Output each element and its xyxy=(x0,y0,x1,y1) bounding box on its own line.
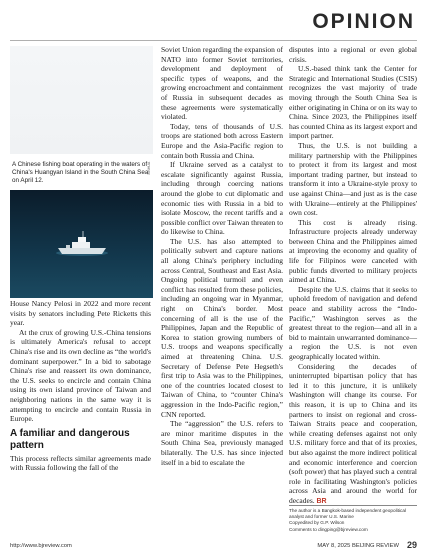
paragraph: Today, tens of thousands of U.S. troops are stationed both across Eastern Europe and the Asia-Pacific region to contain both Russia and China. xyxy=(161,121,283,160)
section-title: OPINION xyxy=(312,10,415,33)
author-bio xyxy=(289,505,417,533)
text-column-2 xyxy=(161,45,283,467)
paragraph: This process reflects similar agreements made with Russia following the fall of the xyxy=(10,453,151,473)
text-column-3 xyxy=(289,45,417,507)
paragraph-text: Considering the decades of uninterrupted bipartisan policy that has led it to this juncture, it is unlikely Washington will change its course. For this reason, it is up to China and its partners to insist on regional and cross-Taiwan Straits peace and cooperation, while creating defenses against not only U.S. military force and that of its proxies, but also against the more indirect political and economic interference and coercion (soft power) that has played such a central role in facilitating Washington's policies across Asia and around the world for decades. xyxy=(289,361,417,505)
header-rule xyxy=(10,40,417,41)
fishing-boat-photo xyxy=(10,190,153,298)
bio-line: The author is a Bangkok-based independent geopolitical analyst and former U.S. Marine xyxy=(289,508,407,520)
paragraph: The “aggression” the U.S. refers to are minor maritime disputes in the South China Sea, previously managed bilaterally. The U.S. has since injected itself in a bid to escalate the xyxy=(161,419,283,467)
sea-image xyxy=(10,190,153,298)
paragraph: Soviet Union regarding the expansion of NATO into former Soviet territories, development and deployment of specific types of weapons, and the growing encroachment and containment of Russia in subsequent decades as these agreements were systematically violated. xyxy=(161,45,283,122)
photo-caption: A Chinese fishing boat operating in the waters of China's Huangyan Island in the South China Sea on April 12. xyxy=(12,161,149,185)
paragraph: This cost is already rising. Infrastructure projects already underway between China and the Philippines aimed at improving the economy and quality of life for Filipinos were canceled with public funds diverted to military projects aimed at China. xyxy=(289,217,417,285)
page-footer xyxy=(10,540,417,552)
end-mark: BR xyxy=(316,497,327,505)
photo-credit: XINHUA xyxy=(147,161,151,175)
bio-line: Copyedited by G.P. Wilson xyxy=(289,520,345,526)
footer-url[interactable]: http://www.bjreview.com xyxy=(10,543,72,549)
paragraph xyxy=(289,362,417,507)
photo-sky xyxy=(10,46,153,154)
page-header xyxy=(0,0,427,44)
paragraph: U.S.-based think tank the Center for Strategic and International Studies (CSIS) recognizes the vast majority of trade moving through the South China Sea is either originating in China or on its way to China. Since 2023, the Philippines itself has counted China as its largest export and import partner. xyxy=(289,64,417,141)
paragraph: If Ukraine served as a catalyst to escalate significantly against Russia, including through coercing nations around the globe to cut diplomatic and economic ties with Russia in a bid to isolate Moscow, the recent tariffs and a possible conflict over Taiwan threaten to do likewise to China. xyxy=(161,160,284,237)
paragraph: disputes into a regional or even global crisis. xyxy=(289,45,417,64)
page-number: 29 xyxy=(406,540,417,550)
paragraph: Despite the U.S. claims that it seeks to uphold freedom of navigation and defend peace and stability across the “Indo-Pacific,” Washington serves as the greatest threat to the region—and all in a bid to maintain unwarranted dominance—a region the U.S. is not even geographically located within. xyxy=(289,284,417,361)
paragraph: House Nancy Pelosi in 2022 and more recent visits by senators including Pete Ricketts this year. xyxy=(10,299,151,328)
subheading: A familiar and dangerous pattern xyxy=(10,427,130,451)
paragraph: Thus, the U.S. is not building a military partnership with the Philippines to protect it from its largest and most important trading partner, but instead to transform it into a Ukraine-style proxy to use against China—and just as is the case with Ukraine—entirely at the Philippines' own cost. xyxy=(289,140,417,218)
paragraph: The U.S. has also attempted to politically subvert and capture nations all along China's periphery including across Central, Southeast and East Asia. Ongoing political turmoil and even conflict has resulted from these policies, including an ongoing war in Myanmar, right on China's border. Most concerning of all is the use of the Philippines, Japan and the Republic of Korea to station growing numbers of U.S. troops and weapons specifically aimed at threatening China. U.S. Secretary of Defense Pete Hegseth's first trip to Asia was to the Philippines, one of the countries located closest to Taiwan of China, to “counter China's aggression in the Indo-Pacific region,” CNN reported. xyxy=(161,236,283,419)
bio-line: Comments to dingping@bjreview.com xyxy=(289,526,368,532)
paragraph: At the crux of growing U.S.-China tensions is ultimately America's refusal to accept China's rise and its own decline as “the world's dominant superpower.” In a bid to sabotage China's rise and reassert its own dominance, the U.S. seeks to encircle and contain China using its own island province of Taiwan and neighboring nations in the same way it is attempting to encircle and contain Russia in Europe. xyxy=(10,327,152,424)
text-column-1 xyxy=(10,299,151,473)
footer-issue: MAY 8, 2025 BEIJING REVIEW xyxy=(317,543,399,549)
